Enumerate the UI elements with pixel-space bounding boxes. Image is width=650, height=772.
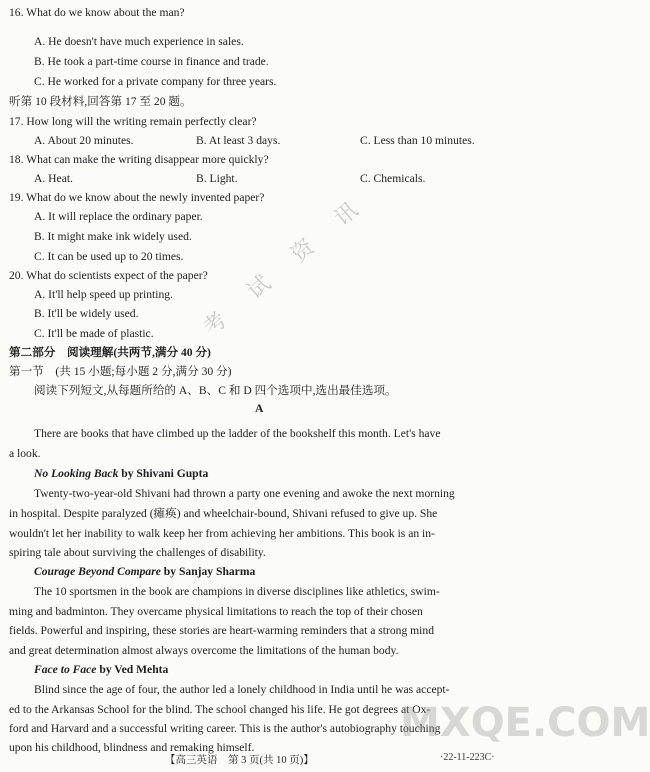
option-17c: C. Less than 10 minutes. — [360, 134, 475, 147]
option-18a: A. Heat. — [34, 172, 73, 185]
option-16a: A. He doesn't have much experience in sales. — [34, 35, 244, 48]
book-1-line-2: in hospital. Despite paralyzed (瘫痪) and wheelchair-bound, Shivani refused to give up. She — [9, 507, 438, 520]
option-18b: B. Light. — [196, 172, 238, 185]
passage-a-label: A — [255, 402, 264, 415]
option-16b: B. He took a part-time course in finance and trade. — [34, 55, 269, 68]
option-16c: C. He worked for a private company for three years. — [34, 75, 277, 88]
book-3-line-1: Blind since the age of four, the author led a lonely childhood in India until he was accept- — [34, 683, 450, 696]
option-17a: A. About 20 minutes. — [34, 134, 134, 147]
book-2-heading — [34, 565, 255, 579]
intro-line-1: There are books that have climbed up the ladder of the bookshelf this month. Let's have — [34, 427, 441, 440]
question-19: 19. What do we know about the newly invented paper? — [9, 191, 265, 204]
option-20c: C. It'll be made of plastic. — [34, 327, 154, 340]
book-2-line-1: The 10 sportsmen in the book are champions in diverse disciplines like athletics, swim- — [34, 585, 440, 598]
book-3-heading — [34, 663, 168, 677]
book-3-line-3: ford and Harvard and a successful writing career. This is the author's autobiography touching — [9, 722, 441, 735]
option-20b: B. It'll be widely used. — [34, 307, 139, 320]
book-2-line-4: and great determination almost always overcome the limitations of the human body. — [9, 644, 399, 657]
option-19c: C. It can be used up to 20 times. — [34, 250, 184, 263]
page-footer: 【高三英语 第 3 页(共 10 页)】 — [165, 755, 314, 766]
section-1-heading: 第一节 (共 15 小题;每小题 2 分,满分 30 分) — [9, 365, 232, 378]
question-16: 16. What do we know about the man? — [9, 6, 185, 19]
book-1-heading — [34, 467, 208, 481]
question-20: 20. What do scientists expect of the paper? — [9, 269, 208, 282]
book-1-line-1: Twenty-two-year-old Shivani had thrown a party one evening and awoke the next morning — [34, 487, 455, 500]
intro-line-2: a look. — [9, 447, 41, 460]
book-3-line-2: ed to the Arkansas School for the blind. The school changed his life. He got degrees at Ox- — [9, 703, 431, 716]
book-1-author: by Shivani Gupta — [118, 467, 209, 480]
watermark-stamp: 考 试 资 讯 — [199, 188, 374, 341]
option-18c: C. Chemicals. — [360, 172, 426, 185]
section-1-instruction: 阅读下列短文,从每题所给的 A、B、C 和 D 四个选项中,选出最佳选项。 — [34, 384, 397, 397]
book-1-title: No Looking Back — [34, 467, 119, 480]
option-20a: A. It'll help speed up printing. — [34, 288, 173, 301]
question-18: 18. What can make the writing disappear more quickly? — [9, 153, 269, 166]
part-2-heading: 第二部分 阅读理解(共两节,满分 40 分) — [9, 346, 211, 359]
book-2-line-2: ming and badminton. They overcame physical limitations to reach the top of their chosen — [9, 605, 423, 618]
book-1-line-3: wouldn't let her inability to walk keep her from achieving her ambitions. This book is an in- — [9, 527, 435, 540]
book-3-title: Face to Face — [34, 663, 97, 676]
book-3-author: by Ved Mehta — [96, 663, 169, 676]
book-2-author: by Sanjay Sharma — [160, 565, 256, 578]
option-19a: A. It will replace the ordinary paper. — [34, 210, 203, 223]
site-logo-watermark: MXQE.COM — [400, 700, 650, 746]
book-2-title: Courage Beyond Compare — [34, 565, 161, 578]
book-2-line-3: fields. Powerful and inspiring, these stories are heart-warming reminders that a strong mind — [9, 624, 434, 637]
question-17: 17. How long will the writing remain perfectly clear? — [9, 115, 257, 128]
book-1-line-4: spiring tale about surviving the challenges of disability. — [9, 546, 266, 559]
instruction-material-10: 听第 10 段材料,回答第 17 至 20 题。 — [9, 95, 192, 108]
exam-code: ·22-11-223C· — [440, 752, 495, 763]
option-17b: B. At least 3 days. — [196, 134, 281, 147]
option-19b: B. It might make ink widely used. — [34, 230, 192, 243]
book-3-line-4: upon his childhood, blindness and remaking himself. — [9, 741, 255, 754]
